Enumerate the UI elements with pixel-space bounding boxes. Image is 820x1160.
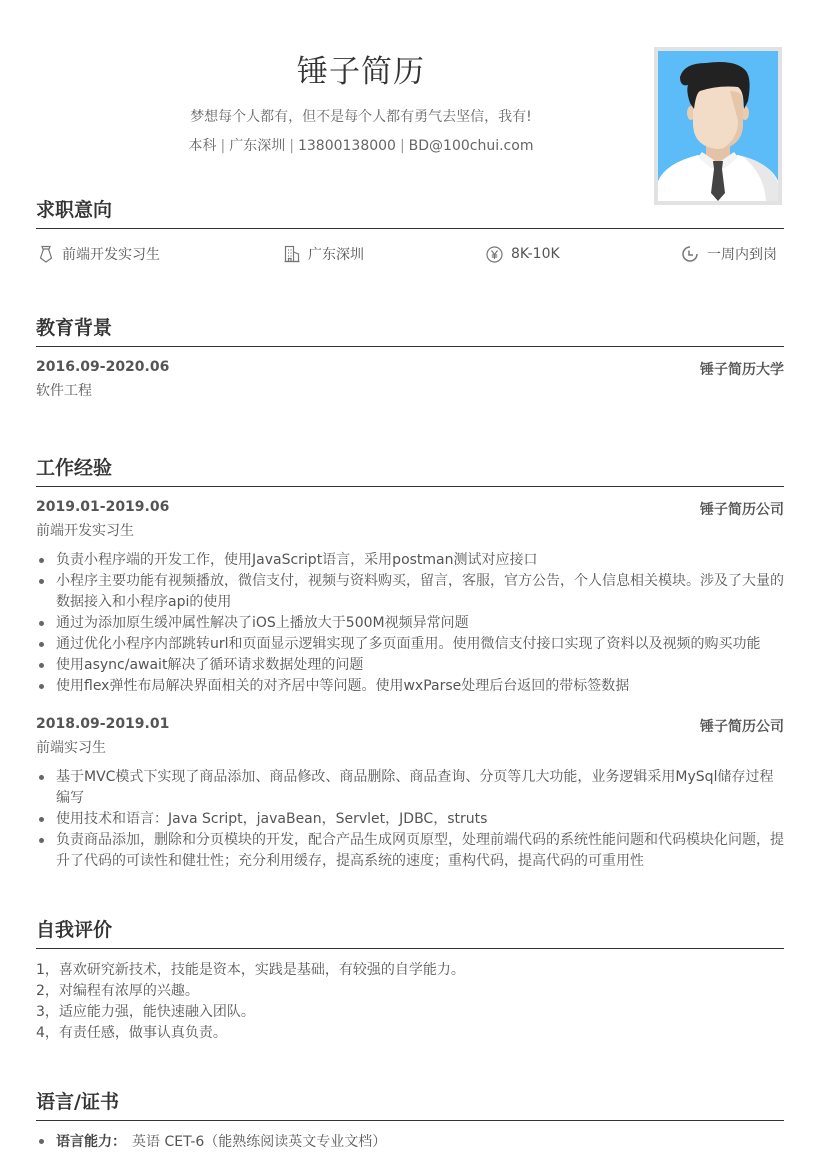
self-eval-line: 1，喜欢研究新技术，技能是资本，实践是基础，有较强的自学能力。 xyxy=(36,962,465,978)
contact-city: 广东深圳 xyxy=(229,138,286,154)
intent-city-label: 广东深圳 xyxy=(308,247,364,263)
contact-line xyxy=(0,135,722,155)
resume-motto: 梦想每个人都有，但不是每个人都有勇气去坚信，我有! xyxy=(190,109,532,125)
work-bullet: 使用async/await解决了循环请求数据处理的问题 xyxy=(36,655,784,676)
work-bullet-list xyxy=(36,550,784,697)
contact-separator: | xyxy=(220,138,226,154)
work-bullet: 使用技术和语言：Java Script，javaBean，Servlet，JDBC，struts xyxy=(36,809,784,830)
work-company: 锤子简历公司 xyxy=(700,719,784,735)
work-bullet: 使用flex弹性布局解决界面相关的对齐居中等问题。使用wxParse处理后台返回的带标签数据 xyxy=(36,676,784,697)
work-date: 2019.01-2019.06 xyxy=(36,499,170,515)
intent-salary xyxy=(486,244,560,264)
section-title-self-eval: 自我评价 xyxy=(36,919,113,941)
work-bullet: 基于MVC模式下实现了商品添加、商品修改、商品删除、商品查询、分页等几大功能，业务逻辑采用MySql储存过程编写 xyxy=(36,767,784,809)
contact-email: BD@100chui.com xyxy=(408,138,534,154)
intent-salary-label: 8K-10K xyxy=(511,246,560,262)
section-divider xyxy=(36,228,784,229)
section-divider xyxy=(36,1120,784,1121)
cert-label: 语言能力： xyxy=(56,1134,126,1150)
section-title-education: 教育背景 xyxy=(36,317,113,339)
avatar-portrait-icon xyxy=(658,51,778,201)
yen-icon xyxy=(486,246,503,263)
work-bullet: 负责商品添加，删除和分页模块的开发，配合产品生成网页原型，处理前端代码的系统性能问题和代码模块化问题，提升了代码的可读性和健壮性；充分利用缓存，提高系统的速度；重构代码，提高代码的可重用性 xyxy=(36,830,784,872)
profile-photo xyxy=(654,47,782,205)
work-role: 前端实习生 xyxy=(36,740,106,756)
work-role: 前端开发实习生 xyxy=(36,523,134,539)
education-date: 2016.09-2020.06 xyxy=(36,359,170,375)
section-divider xyxy=(36,948,784,949)
section-divider xyxy=(36,346,784,347)
self-eval-list xyxy=(36,960,784,1044)
intent-position-label: 前端开发实习生 xyxy=(62,247,160,263)
self-eval-line: 2，对编程有浓厚的兴趣。 xyxy=(36,983,199,999)
work-bullet: 通过优化小程序内部跳转url和页面显示逻辑实现了多页面重用。使用微信支付接口实现了资料以及视频的购买功能 xyxy=(36,634,784,655)
education-major: 软件工程 xyxy=(36,383,92,399)
contact-separator: | xyxy=(399,138,405,154)
cert-item-language xyxy=(36,1131,386,1151)
work-company: 锤子简历公司 xyxy=(700,502,784,518)
clock-icon xyxy=(681,245,699,263)
work-bullet-list xyxy=(36,767,784,872)
tie-icon xyxy=(38,245,54,263)
contact-degree: 本科 xyxy=(188,138,217,154)
section-title-intent: 求职意向 xyxy=(36,199,113,221)
contact-separator: | xyxy=(289,138,294,154)
intent-availability xyxy=(681,244,777,264)
work-bullet: 负责小程序端的开发工作，使用JavaScript语言，采用postman测试对应接口 xyxy=(36,550,784,571)
work-bullet: 通过为添加原生缓冲属性解决了iOS上播放大于500M视频异常问题 xyxy=(36,613,784,634)
intent-city xyxy=(284,244,364,264)
education-school: 锤子简历大学 xyxy=(700,362,784,378)
section-divider xyxy=(36,486,784,487)
resume-name: 锤子简历 xyxy=(297,54,425,90)
work-bullet: 小程序主要功能有视频播放，微信支付，视频与资料购买，留言，客服，官方公告，个人信息相关模块。涉及了大量的数据接入和小程序api的使用 xyxy=(36,571,784,613)
work-date: 2018.09-2019.01 xyxy=(36,716,170,732)
self-eval-line: 3，适应能力强，能快速融入团队。 xyxy=(36,1004,255,1020)
cert-value: 英语 CET-6（能熟练阅读英文专业文档） xyxy=(132,1134,387,1150)
intent-availability-label: 一周内到岗 xyxy=(707,247,777,263)
section-title-work: 工作经验 xyxy=(36,457,113,479)
building-icon xyxy=(284,245,300,263)
section-title-certs: 语言/证书 xyxy=(36,1091,119,1113)
intent-position xyxy=(38,244,160,264)
contact-phone: 13800138000 xyxy=(297,138,396,154)
self-eval-line: 4，有责任感，做事认真负责。 xyxy=(36,1025,227,1041)
